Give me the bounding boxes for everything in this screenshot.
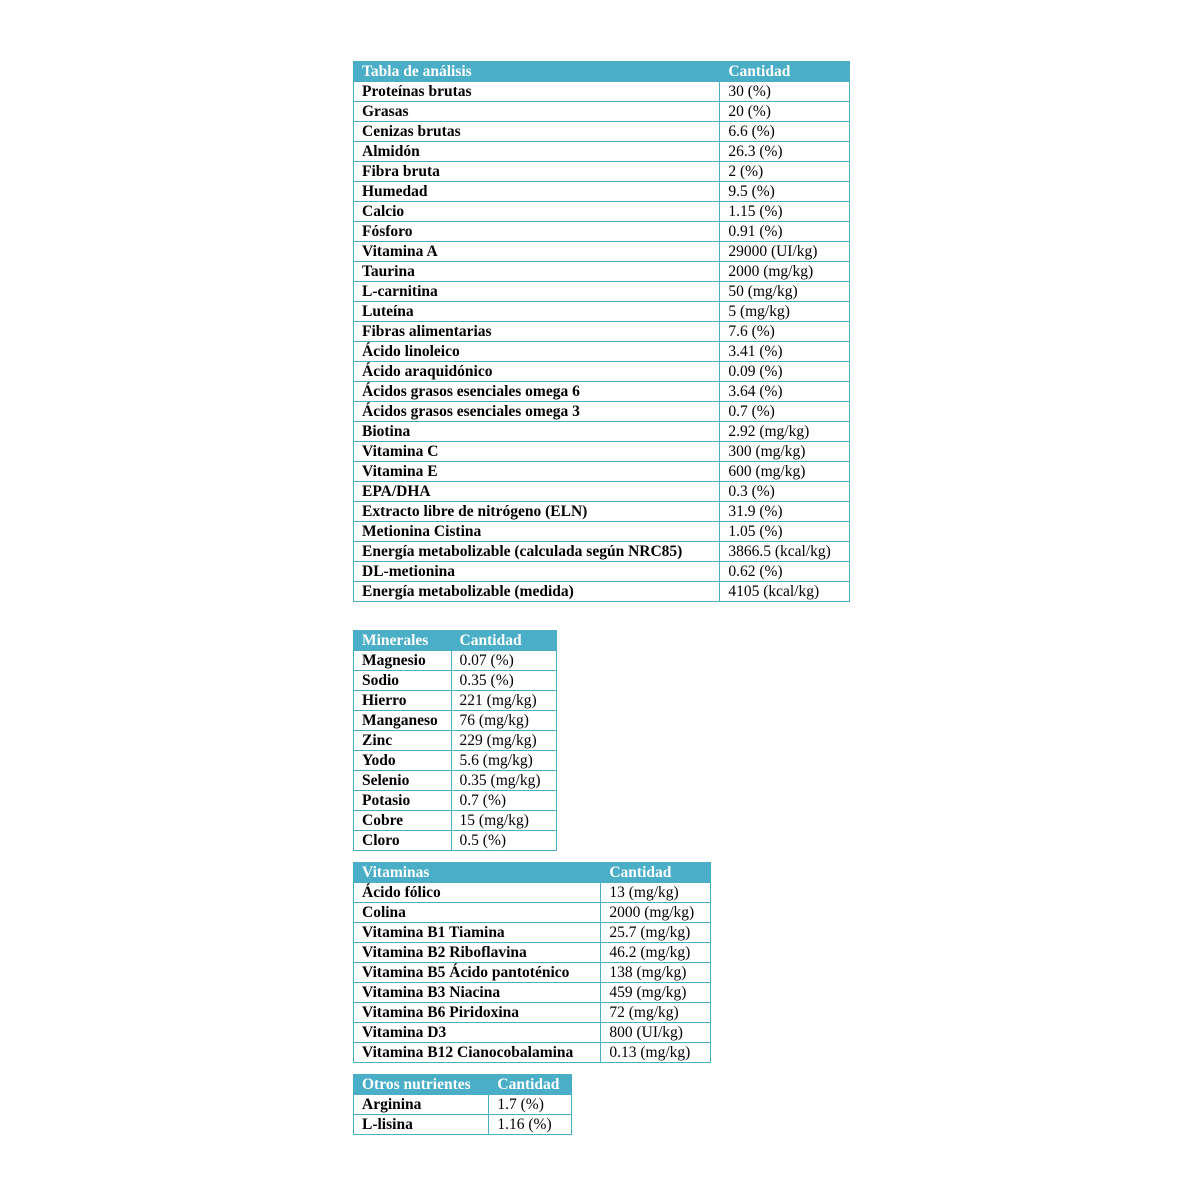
table-row: [354, 751, 557, 771]
others-header-name: Otros nutrientes: [354, 1075, 489, 1095]
table-row: [354, 262, 850, 282]
table-row: [354, 282, 850, 302]
table-row: [354, 162, 850, 182]
vitamins-table: [353, 862, 711, 1063]
nutrient-name: EPA/DHA: [354, 482, 720, 502]
nutrient-quantity: 20 (%): [720, 102, 850, 122]
table-row: [354, 362, 850, 382]
nutrient-quantity: 4105 (kcal/kg): [720, 582, 850, 602]
nutrient-quantity: 50 (mg/kg): [720, 282, 850, 302]
nutrient-quantity: 0.91 (%): [720, 222, 850, 242]
nutrient-name: Ácido araquidónico: [354, 362, 720, 382]
nutrient-quantity: 0.07 (%): [451, 651, 556, 671]
nutrient-quantity: 5 (mg/kg): [720, 302, 850, 322]
nutrient-quantity: 76 (mg/kg): [451, 711, 556, 731]
nutrient-name: Magnesio: [354, 651, 452, 671]
nutrient-quantity: 46.2 (mg/kg): [601, 943, 711, 963]
nutrient-name: Vitamina B5 Ácido pantoténico: [354, 963, 601, 983]
nutrient-name: Fibra bruta: [354, 162, 720, 182]
table-row: [354, 442, 850, 462]
nutrient-quantity: 138 (mg/kg): [601, 963, 711, 983]
nutrient-quantity: 15 (mg/kg): [451, 811, 556, 831]
table-row: [354, 382, 850, 402]
table-row: [354, 983, 711, 1003]
other-nutrients-table: [353, 1074, 572, 1135]
table-row: [354, 1023, 711, 1043]
nutrient-quantity: 30 (%): [720, 82, 850, 102]
nutrient-name: Ácidos grasos esenciales omega 3: [354, 402, 720, 422]
minerals-table: [353, 630, 557, 851]
table-row: [354, 651, 557, 671]
nutrient-quantity: 221 (mg/kg): [451, 691, 556, 711]
nutrient-quantity: 25.7 (mg/kg): [601, 923, 711, 943]
nutrient-name: DL-metionina: [354, 562, 720, 582]
table-row: [354, 322, 850, 342]
nutrient-name: Extracto libre de nitrógeno (ELN): [354, 502, 720, 522]
nutrient-name: Potasio: [354, 791, 452, 811]
table-row: [354, 182, 850, 202]
analysis-table: [353, 61, 850, 602]
nutrient-name: Sodio: [354, 671, 452, 691]
nutrient-name: Vitamina B12 Cianocobalamina: [354, 1043, 601, 1063]
nutrient-name: Calcio: [354, 202, 720, 222]
nutrient-quantity: 1.05 (%): [720, 522, 850, 542]
nutrient-quantity: 5.6 (mg/kg): [451, 751, 556, 771]
table-row: [354, 923, 711, 943]
nutrient-quantity: 0.35 (%): [451, 671, 556, 691]
nutrient-name: Yodo: [354, 751, 452, 771]
nutrient-name: Selenio: [354, 771, 452, 791]
nutrient-quantity: 26.3 (%): [720, 142, 850, 162]
nutrient-quantity: 13 (mg/kg): [601, 883, 711, 903]
analysis-header-row: [354, 62, 850, 82]
nutrient-name: Energía metabolizable (calculada según NRC85): [354, 542, 720, 562]
nutrient-name: Cloro: [354, 831, 452, 851]
nutrient-quantity: 2000 (mg/kg): [720, 262, 850, 282]
table-row: [354, 1115, 572, 1135]
nutrient-quantity: 2000 (mg/kg): [601, 903, 711, 923]
table-row: [354, 731, 557, 751]
nutrient-name: Cobre: [354, 811, 452, 831]
nutrient-quantity: 3866.5 (kcal/kg): [720, 542, 850, 562]
table-row: [354, 302, 850, 322]
nutrient-name: Ácido linoleico: [354, 342, 720, 362]
nutrient-quantity: 2 (%): [720, 162, 850, 182]
minerals-header-row: [354, 631, 557, 651]
nutrient-name: Ácidos grasos esenciales omega 6: [354, 382, 720, 402]
table-row: [354, 462, 850, 482]
table-row: [354, 222, 850, 242]
nutrient-quantity: 0.09 (%): [720, 362, 850, 382]
nutrient-quantity: 0.13 (mg/kg): [601, 1043, 711, 1063]
table-row: [354, 771, 557, 791]
nutrient-quantity: 459 (mg/kg): [601, 983, 711, 1003]
nutrient-name: Metionina Cistina: [354, 522, 720, 542]
table-row: [354, 691, 557, 711]
table-row: [354, 542, 850, 562]
nutrient-name: Zinc: [354, 731, 452, 751]
nutrient-quantity: 0.62 (%): [720, 562, 850, 582]
nutrient-quantity: 2.92 (mg/kg): [720, 422, 850, 442]
nutrient-name: Grasas: [354, 102, 720, 122]
nutrient-name: Humedad: [354, 182, 720, 202]
table-row: [354, 122, 850, 142]
table-row: [354, 202, 850, 222]
nutrient-name: Cenizas brutas: [354, 122, 720, 142]
table-row: [354, 1043, 711, 1063]
nutrient-name: Colina: [354, 903, 601, 923]
nutrient-name: Vitamina E: [354, 462, 720, 482]
nutrient-name: L-carnitina: [354, 282, 720, 302]
table-row: [354, 342, 850, 362]
minerals-header-name: Minerales: [354, 631, 452, 651]
table-row: [354, 482, 850, 502]
nutrient-name: Proteínas brutas: [354, 82, 720, 102]
nutrient-quantity: 29000 (UI/kg): [720, 242, 850, 262]
nutrient-name: Vitamina B2 Riboflavina: [354, 943, 601, 963]
table-row: [354, 142, 850, 162]
table-row: [354, 522, 850, 542]
table-row: [354, 943, 711, 963]
nutrient-name: Vitamina B6 Piridoxina: [354, 1003, 601, 1023]
nutrient-quantity: 229 (mg/kg): [451, 731, 556, 751]
nutrient-quantity: 3.41 (%): [720, 342, 850, 362]
nutrient-quantity: 1.15 (%): [720, 202, 850, 222]
table-row: [354, 422, 850, 442]
nutrient-name: Vitamina D3: [354, 1023, 601, 1043]
nutrient-quantity: 6.6 (%): [720, 122, 850, 142]
nutrient-name: Energía metabolizable (medida): [354, 582, 720, 602]
table-row: [354, 1095, 572, 1115]
nutrient-name: Luteína: [354, 302, 720, 322]
table-row: [354, 711, 557, 731]
others-header-row: [354, 1075, 572, 1095]
nutrient-name: Fibras alimentarias: [354, 322, 720, 342]
nutrient-quantity: 0.35 (mg/kg): [451, 771, 556, 791]
table-row: [354, 102, 850, 122]
table-row: [354, 402, 850, 422]
table-row: [354, 963, 711, 983]
table-row: [354, 791, 557, 811]
others-body: [354, 1095, 572, 1135]
minerals-header-quantity: Cantidad: [451, 631, 556, 651]
nutrient-name: Almidón: [354, 142, 720, 162]
table-row: [354, 502, 850, 522]
table-row: [354, 562, 850, 582]
nutrient-name: Hierro: [354, 691, 452, 711]
nutrient-quantity: 1.16 (%): [489, 1115, 572, 1135]
table-row: [354, 883, 711, 903]
nutrient-quantity: 72 (mg/kg): [601, 1003, 711, 1023]
table-row: [354, 582, 850, 602]
nutrient-name: L-lisina: [354, 1115, 489, 1135]
nutrient-name: Vitamina B1 Tiamina: [354, 923, 601, 943]
nutrient-quantity: 9.5 (%): [720, 182, 850, 202]
table-row: [354, 242, 850, 262]
vitamins-header-name: Vitaminas: [354, 863, 601, 883]
nutrient-name: Biotina: [354, 422, 720, 442]
vitamins-header-quantity: Cantidad: [601, 863, 711, 883]
nutrient-quantity: 0.7 (%): [451, 791, 556, 811]
table-row: [354, 831, 557, 851]
others-header-quantity: Cantidad: [489, 1075, 572, 1095]
nutrient-quantity: 7.6 (%): [720, 322, 850, 342]
table-row: [354, 671, 557, 691]
minerals-body: [354, 651, 557, 851]
nutrient-name: Vitamina B3 Niacina: [354, 983, 601, 1003]
table-row: [354, 1003, 711, 1023]
table-row: [354, 903, 711, 923]
analysis-header-quantity: Cantidad: [720, 62, 850, 82]
nutrient-quantity: 300 (mg/kg): [720, 442, 850, 462]
nutrient-quantity: 3.64 (%): [720, 382, 850, 402]
nutrient-name: Manganeso: [354, 711, 452, 731]
table-row: [354, 82, 850, 102]
nutrient-name: Vitamina C: [354, 442, 720, 462]
nutrient-name: Ácido fólico: [354, 883, 601, 903]
analysis-body: [354, 82, 850, 602]
nutrient-quantity: 800 (UI/kg): [601, 1023, 711, 1043]
nutrient-quantity: 0.7 (%): [720, 402, 850, 422]
nutrient-name: Vitamina A: [354, 242, 720, 262]
analysis-header-name: Tabla de análisis: [354, 62, 720, 82]
nutrient-name: Taurina: [354, 262, 720, 282]
vitamins-body: [354, 883, 711, 1063]
nutrient-name: Arginina: [354, 1095, 489, 1115]
nutrient-quantity: 31.9 (%): [720, 502, 850, 522]
nutrient-quantity: 1.7 (%): [489, 1095, 572, 1115]
table-row: [354, 811, 557, 831]
nutrient-quantity: 0.5 (%): [451, 831, 556, 851]
vitamins-header-row: [354, 863, 711, 883]
nutrient-quantity: 600 (mg/kg): [720, 462, 850, 482]
nutrient-quantity: 0.3 (%): [720, 482, 850, 502]
nutrient-name: Fósforo: [354, 222, 720, 242]
